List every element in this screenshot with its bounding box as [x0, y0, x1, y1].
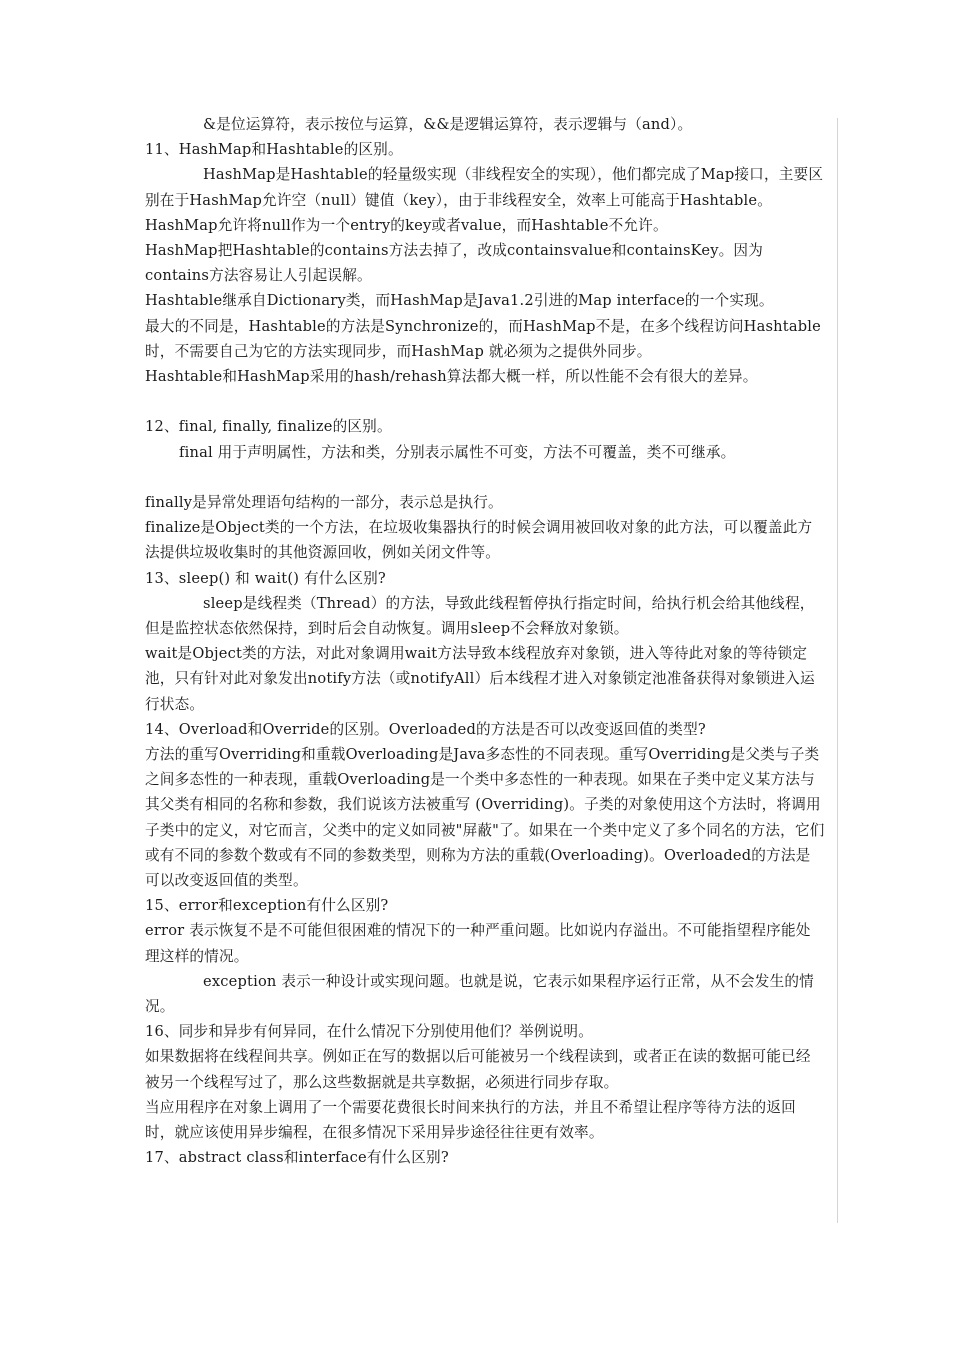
blank-line — [145, 465, 825, 490]
paragraph-sleep: sleep是线程类（Thread）的方法，导致此线程暂停执行指定时间，给执行机会给其他线程，但是监控状态依然保持，到时后会自动恢复。调用sleep不会释放对象锁。 — [145, 594, 815, 638]
paragraph-async: 当应用程序在对象上调用了一个需要花费很长时间来执行的方法，并且不希望让程序等待方法的返回时，就应该使用异步编程，在很多情况下采用异步途径往往更有效率。 — [145, 1098, 796, 1142]
paragraph-hash-rehash: Hashtable和HashMap采用的hash/rehash算法都大概一样，所以性能不会有很大的差异。 — [145, 368, 758, 386]
paragraph-hashmap-null: HashMap允许将null作为一个entry的key或者value，而Hashtable不允许。 — [145, 216, 668, 234]
paragraph-error: error 表示恢复不是不可能但很困难的情况下的一种严重问题。比如说内存溢出。不可能指望程序能处理这样的情况。 — [145, 922, 811, 965]
heading-q12: 12、final, finally, finalize的区别。 — [145, 418, 392, 436]
paragraph-synchronize: 最大的不同是，Hashtable的方法是Synchronize的，而HashMap不是，在多个线程访问Hashtable时，不需要自己为它的方法实现同步，而HashMap 就必须为之提供外同步。 — [145, 317, 821, 360]
heading-q13: 13、sleep() 和 wait() 有什么区别? — [145, 569, 386, 587]
paragraph-exception: exception 表示一种设计或实现问题。也就是说，它表示如果程序运行正常，从不会发生的情况。 — [145, 972, 814, 1016]
heading-q11: 11、HashMap和Hashtable的区别。 — [145, 141, 403, 159]
paragraph-finally: finally是异常处理语句结构的一部分，表示总是执行。 — [145, 494, 503, 512]
blank-line — [145, 389, 825, 414]
paragraph-final: final 用于声明属性，方法和类，分别表示属性不可变，方法不可覆盖，类不可继承。 — [179, 443, 736, 461]
paragraph-hashmap-intro: HashMap是Hashtable的轻量级实现（非线程安全的实现），他们都完成了Map接口，主要区别在于HashMap允许空（null）键值（key），由于非线程安全，效率上可能高于Hashtable。 — [145, 166, 824, 209]
paragraph-and-operators: &是位运算符，表示按位与运算，&&是逻辑运算符，表示逻辑与（and）。 — [203, 116, 693, 133]
heading-q17: 17、abstract class和interface有什么区别? — [145, 1149, 449, 1167]
heading-q14: 14、Overload和Override的区别。Overloaded的方法是否可以改变返回值的类型? — [145, 720, 706, 738]
heading-q16: 16、同步和异步有何异同，在什么情况下分别使用他们？举例说明。 — [145, 1023, 593, 1041]
paragraph-overriding: 方法的重写Overriding和重载Overloading是Java多态性的不同表现。重写Overriding是父类与子类之间多态性的一种表现，重载Overloading是一个类中多态性的一种表现。如果在子类中定义某方法与其父类有相同的名称和参数，我们说该方法被重写 (Overriding)。子类的对象使用这个方法时，将调用子类中的定义，对它而言，父类中的定义如同被"屏蔽"了。如果在一个类中定义了多个同名的方法，它们或有不同的参数个数或有不同的参数类型，则称为方法的重载(Overloading)。Overloaded的方法是可以改变返回值的类型。 — [145, 746, 825, 890]
paragraph-hashtable-dictionary: Hashtable继承自Dictionary类，而HashMap是Java1.2引进的Map interface的一个实现。 — [145, 292, 774, 310]
heading-q15: 15、error和exception有什么区别? — [145, 897, 389, 915]
paragraph-wait: wait是Object类的方法，对此对象调用wait方法导致本线程放弃对象锁，进入等待此对象的等待锁定池，只有针对此对象发出notify方法（或notifyAll）后本线程才进入对象锁定池准备获得对象锁进入运行状态。 — [145, 645, 815, 713]
paragraph-shared-data: 如果数据将在线程间共享。例如正在写的数据以后可能被另一个线程读到，或者正在读的数据可能已经被另一个线程写过了，那么这些数据就是共享数据，必须进行同步存取。 — [145, 1048, 811, 1091]
document-body — [145, 112, 825, 1171]
paragraph-hashmap-contains: HashMap把Hashtable的contains方法去掉了，改成containsvalue和containsKey。因为contains方法容易让人引起误解。 — [145, 242, 764, 285]
paragraph-finalize: finalize是Object类的一个方法，在垃圾收集器执行的时候会调用被回收对象的此方法，可以覆盖此方法提供垃圾收集时的其他资源回收，例如关闭文件等。 — [145, 519, 813, 562]
right-margin-rule — [837, 118, 838, 1223]
